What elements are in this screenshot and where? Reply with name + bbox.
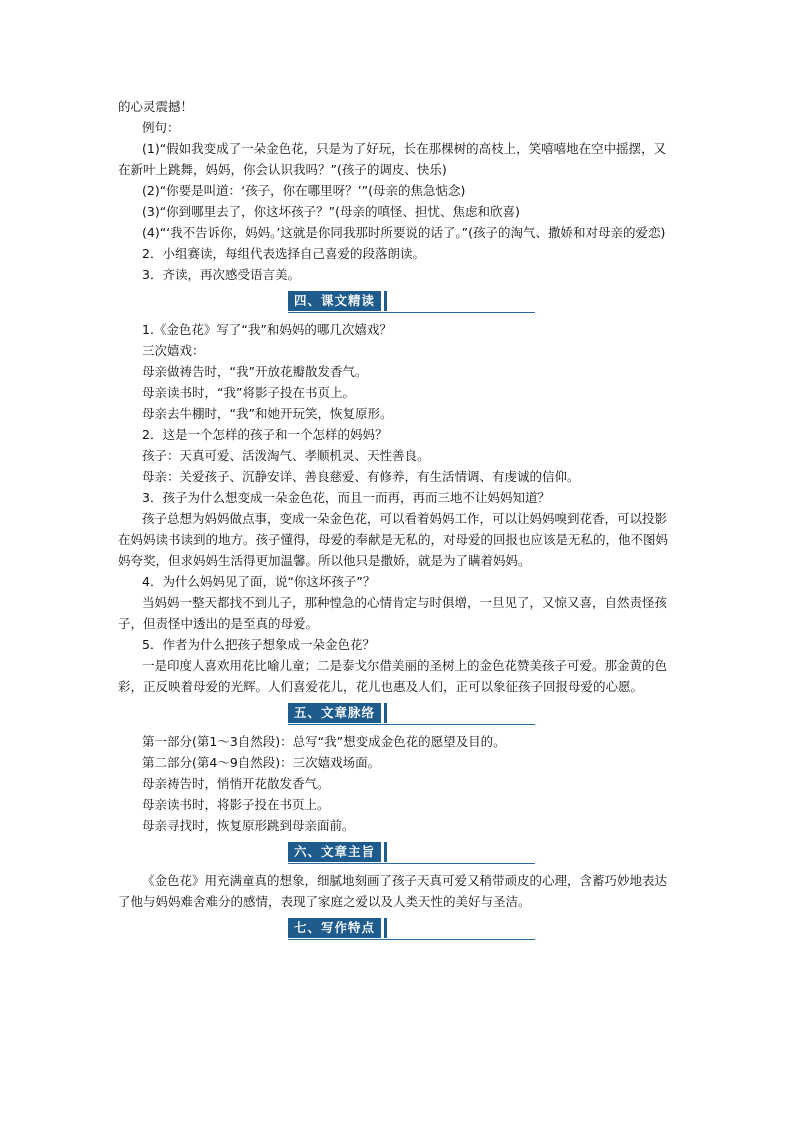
heading-rule	[288, 312, 535, 313]
paragraph: 2．小组赛读，每组代表选择自己喜爱的段落朗读。	[142, 246, 425, 261]
heading-label: 四、课文精读	[288, 291, 381, 311]
paragraph: 母亲：关爱孩子、沉静安详、善良慈爱、有修养，有生活情调、有虔诚的信仰。	[142, 469, 580, 484]
heading-bar	[384, 703, 387, 723]
paragraph: (1)“假如我变成了一朵金色花，只是为了好玩，长在那棵树的高枝上，笑嘻嘻地在空中摇摆，又在新叶上跳舞，妈妈，你会认识我吗？”(孩子的调皮、快乐)	[118, 141, 667, 177]
top-section	[118, 96, 678, 285]
paragraph: 母亲做祷告时，“我”开放花瓣散发香气。	[142, 364, 368, 379]
paragraph: (4)“‘我不告诉你，妈妈。’这就是你同我那时所要说的话了。”(孩子的淘气、撒娇和对母亲的爱恋)	[142, 225, 666, 240]
paragraph: 母亲读书时，将影子投在书页上。	[142, 797, 330, 812]
paragraph: 母亲寻找时，恢复原形跳到母亲面前。	[142, 818, 355, 833]
paragraph: (3)“你到哪里去了，你这坏孩子？”(母亲的嗔怪、担忧、焦虑和欣喜)	[142, 204, 520, 219]
section-6	[118, 870, 678, 912]
paragraph: 《金色花》用充满童真的想象，细腻地刻画了孩子天真可爱又稍带顽皮的心理，含蓄巧妙地表达了他与妈妈难舍难分的感情，表现了家庭之爱以及人类天性的美好与圣洁。	[118, 873, 668, 909]
heading-rule	[288, 863, 535, 864]
document-page	[118, 96, 678, 946]
paragraph: 一是印度人喜欢用花比喻儿童；二是泰戈尔借美丽的圣树上的金色花赞美孩子可爱。那金黄的色彩，正反映着母爱的光辉。人们喜爱花儿，花儿也惠及人们，正可以象征孩子回报母爱的心愿。	[118, 658, 668, 694]
paragraph: 4．为什么妈妈见了面，说“你这坏孩子”？	[142, 574, 376, 589]
paragraph: 母亲读书时，“我”将影子投在书页上。	[142, 385, 355, 400]
paragraph: 第二部分(第4～9自然段)：三次嬉戏场面。	[142, 755, 381, 770]
heading-rule	[288, 939, 535, 940]
paragraph: 2．这是一个怎样的孩子和一个怎样的妈妈？	[142, 427, 388, 442]
paragraph: 母亲祷告时，悄悄开花散发香气。	[142, 776, 330, 791]
paragraph: 第一部分(第1～3自然段)：总写“我”想变成金色花的愿望及目的。	[142, 734, 506, 749]
section-heading-5	[118, 697, 678, 731]
paragraph: 例句：	[142, 120, 180, 135]
heading-label: 六、文章主旨	[288, 842, 381, 862]
paragraph: 的心灵震撼！	[118, 99, 194, 114]
paragraph: 3．孩子为什么想变成一朵金色花，而且一而再，再而三地不让妈妈知道？	[142, 490, 550, 505]
paragraph: 当妈妈一整天都找不到儿子，那种惶急的心情肯定与时俱增，一旦见了，又惊又喜，自然责怪孩子，但责怪中透出的是至真的母爱。	[118, 595, 668, 631]
paragraph: 孩子：天真可爱、活泼淘气、孝顺机灵、天性善良。	[142, 448, 430, 463]
heading-bar	[384, 918, 387, 938]
paragraph: 3．齐读，再次感受语言美。	[142, 267, 300, 282]
paragraph: 母亲去牛棚时，“我”和她开玩笑，恢复原形。	[142, 406, 393, 421]
paragraph: 1.《金色花》写了“我”和妈妈的哪几次嬉戏？	[142, 322, 392, 337]
heading-bar	[384, 842, 387, 862]
paragraph: (2)“你要是叫道：‘孩子，你在哪里呀？’”(母亲的焦急惦念)	[142, 183, 466, 198]
paragraph: 三次嬉戏：	[142, 343, 205, 358]
section-heading-4	[118, 285, 678, 319]
paragraph: 5．作者为什么把孩子想象成一朵金色花？	[142, 637, 375, 652]
paragraph: 孩子总想为妈妈做点事，变成一朵金色花，可以看着妈妈工作，可以让妈妈嗅到花香，可以投影在妈妈读书读到的地方。孩子懂得，母爱的奉献是无私的，对母爱的回报也应该是无私的，他不图妈妈夸奖，但求妈妈生活得更加温馨。所以他只是撒娇，就是为了瞒着妈妈。	[118, 511, 669, 568]
section-heading-6	[118, 836, 678, 870]
heading-rule	[288, 724, 535, 725]
heading-bar	[384, 291, 387, 311]
heading-label: 五、文章脉络	[288, 703, 381, 723]
section-5	[118, 731, 678, 836]
section-4	[118, 319, 678, 697]
section-heading-7	[118, 912, 678, 946]
heading-label: 七、写作特点	[288, 918, 381, 938]
